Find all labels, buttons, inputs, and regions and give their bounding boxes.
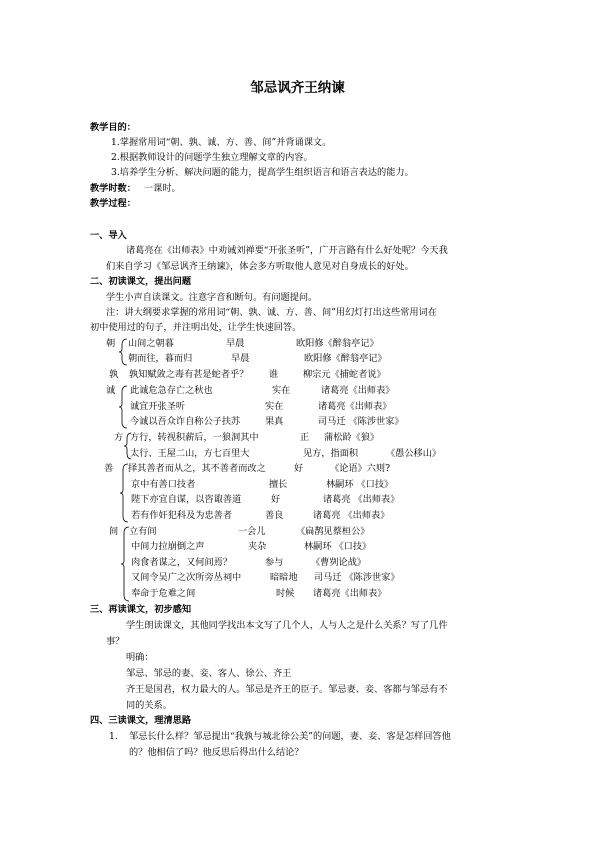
example-sentence: 朝而往，暮而归	[128, 353, 193, 364]
example-sentence: 今诚以吾众诈自称公子扶苏	[130, 416, 241, 427]
example-source: 欧阳修《醉翁亭记》	[296, 338, 379, 349]
example-meaning: 实在	[265, 401, 284, 412]
section-heading: 二、初读课文，提出问题	[90, 276, 192, 287]
process-heading: 教学过程：	[90, 198, 136, 209]
example-sentence: 择其善者而从之，其不善者而改之	[128, 463, 266, 474]
paragraph-line: 事？	[106, 636, 125, 647]
brace-icon	[119, 385, 129, 429]
objective-item: 3.培养学生分析、解决问题的能力，提高学生组织语言和语言表达的能力。	[111, 167, 414, 178]
section-heading: 一、导入	[90, 230, 127, 241]
example-source: 《扁鹊见蔡桓公》	[296, 526, 370, 537]
example-meaning: 谁	[269, 369, 279, 380]
paragraph-line: 学生朗读课文，其他同学找出本文写了几个人，人与人之是什么关系？写了几件	[126, 620, 448, 631]
example-sentence: 诚宜开张圣听	[130, 401, 186, 412]
example-sentence: 孰知赋敛之毒有甚是蛇者乎？	[129, 369, 249, 380]
section-heading: 三、再读课文，初步感知	[90, 604, 192, 615]
example-source: 林嗣环 《口技》	[326, 479, 394, 490]
example-meaning: 时候	[276, 588, 295, 599]
example-source: 诸葛亮《出师表》	[321, 385, 395, 396]
word-char: 方	[114, 432, 124, 443]
hours-heading: 教学时数：	[90, 183, 136, 194]
paragraph-line: 齐王是国君，权力最大的人。邹忌是齐王的臣子。邹忌妻、妾、客都与邹忌有不	[126, 684, 448, 695]
paragraph-line: 学生小声自读课文。注意字音和断句。有问题提问。	[106, 292, 318, 303]
example-sentence: 山间之朝暮	[128, 338, 174, 349]
section-heading: 四、三读课文，理清思路	[90, 715, 192, 726]
paragraph-line: 同的关系。	[126, 700, 172, 711]
paragraph-line: 注：讲大纲要求掌握的常用词“朝、孰、诚、方、善、间”用幻灯打出这些常用词在	[106, 307, 437, 318]
example-source: 诸葛亮 《出师表》	[313, 510, 390, 521]
example-meaning: 果真	[265, 416, 284, 427]
example-meaning: 好	[294, 463, 304, 474]
example-sentence: 肉食者谋之，又何间焉？	[131, 557, 233, 568]
example-meaning: 一会儿	[238, 526, 266, 537]
example-meaning: 参与	[265, 557, 284, 568]
example-sentence: 奉命于危难之间	[131, 588, 196, 599]
example-source: 司马迁 《陈涉世家》	[314, 572, 400, 583]
objectives-heading: 教学目的：	[90, 122, 136, 133]
word-char: 朝	[106, 338, 116, 349]
example-meaning: 早晨	[231, 353, 250, 364]
example-sentence: 立有间	[129, 526, 157, 537]
example-meaning: 暗暗地	[270, 572, 298, 583]
example-sentence: 太行、王屋二山，方七百里大	[130, 448, 250, 459]
hours-value: 一课时。	[144, 183, 181, 194]
list-number: 1.	[109, 731, 118, 742]
example-meaning: 好	[271, 494, 281, 505]
example-source: 柳宗元《捕蛇者说》	[303, 369, 386, 380]
example-source: 《曹刿论战》	[311, 557, 367, 568]
example-meaning: 擅长	[269, 479, 288, 490]
example-meaning: 正	[300, 432, 310, 443]
paragraph-line: 初中使用过的句子，并注明出处，让学生快速回答。	[90, 322, 302, 333]
word-char: 间	[109, 526, 119, 537]
paragraph-line: 的？他相信了吗？他反思后得出什么结论？	[129, 747, 304, 758]
example-meaning: 见方，指面积	[303, 448, 359, 459]
example-source: 《愚公移山》	[386, 448, 442, 459]
objective-item: 2.根据教师设计的问题学生独立理解文章的内容。	[111, 152, 313, 163]
objective-item: 1.掌握常用词“朝、孰、诚、方、善、间”并背诵课文。	[111, 137, 332, 148]
example-sentence: 中间力拉崩倒之声	[131, 541, 205, 552]
example-meaning: 早晨	[226, 338, 245, 349]
example-source: 林嗣环 《口技》	[304, 541, 372, 552]
paragraph-line: 邹忌长什么样？邹忌提出“我孰与城北徐公美”的问题，妻、妾、客是怎样回答他	[129, 731, 451, 742]
example-source: 诸葛亮《出师表》	[318, 401, 392, 412]
example-source: 诸葛亮 《出师表》	[323, 494, 400, 505]
example-meaning: 实在	[272, 385, 291, 396]
example-sentence: 陛下亦宜自谋，以咨诹善道	[131, 494, 242, 505]
example-source: 司马迁 《陈涉世家》	[318, 416, 404, 427]
example-sentence: 若有作奸犯科及为忠善者	[131, 510, 233, 521]
example-sentence: 京中有善口技者	[131, 479, 196, 490]
example-source: 蒲松龄《狼》	[324, 432, 380, 443]
example-meaning: 夹杂	[248, 541, 267, 552]
word-char: 诚	[106, 385, 116, 396]
example-sentence: 此诚危急存亡之秋也	[130, 385, 213, 396]
paragraph-line: 邹忌、邹忌的妻、妾、客人、徐公、齐王	[126, 668, 292, 679]
paragraph-line: 诸葛亮在《出师表》中劝诫刘禅要“开张圣听”，广开言路有什么好处呢？今天我	[126, 245, 448, 256]
paragraph-line: 们来自学习《邹忌讽齐王纳谏》，体会多方听取他人意见对自身成长的好处。	[106, 261, 414, 272]
paragraph-line: 明确：	[126, 652, 154, 663]
example-sentence: 方行，转视积薪后，一狼洞其中	[130, 432, 259, 443]
word-char: 善	[104, 463, 114, 474]
example-source: 诸葛亮《出师表》	[313, 588, 387, 599]
page-title: 邹忌讽齐王纳谏	[250, 80, 345, 96]
word-char: 孰	[109, 369, 119, 380]
example-source: 欧阳修《醉翁亭记》	[304, 353, 387, 364]
example-meaning: 善良	[265, 510, 284, 521]
example-sentence: 又间令吴广之次所旁丛祠中	[131, 572, 242, 583]
example-source: 《论语》六则?	[330, 463, 391, 474]
